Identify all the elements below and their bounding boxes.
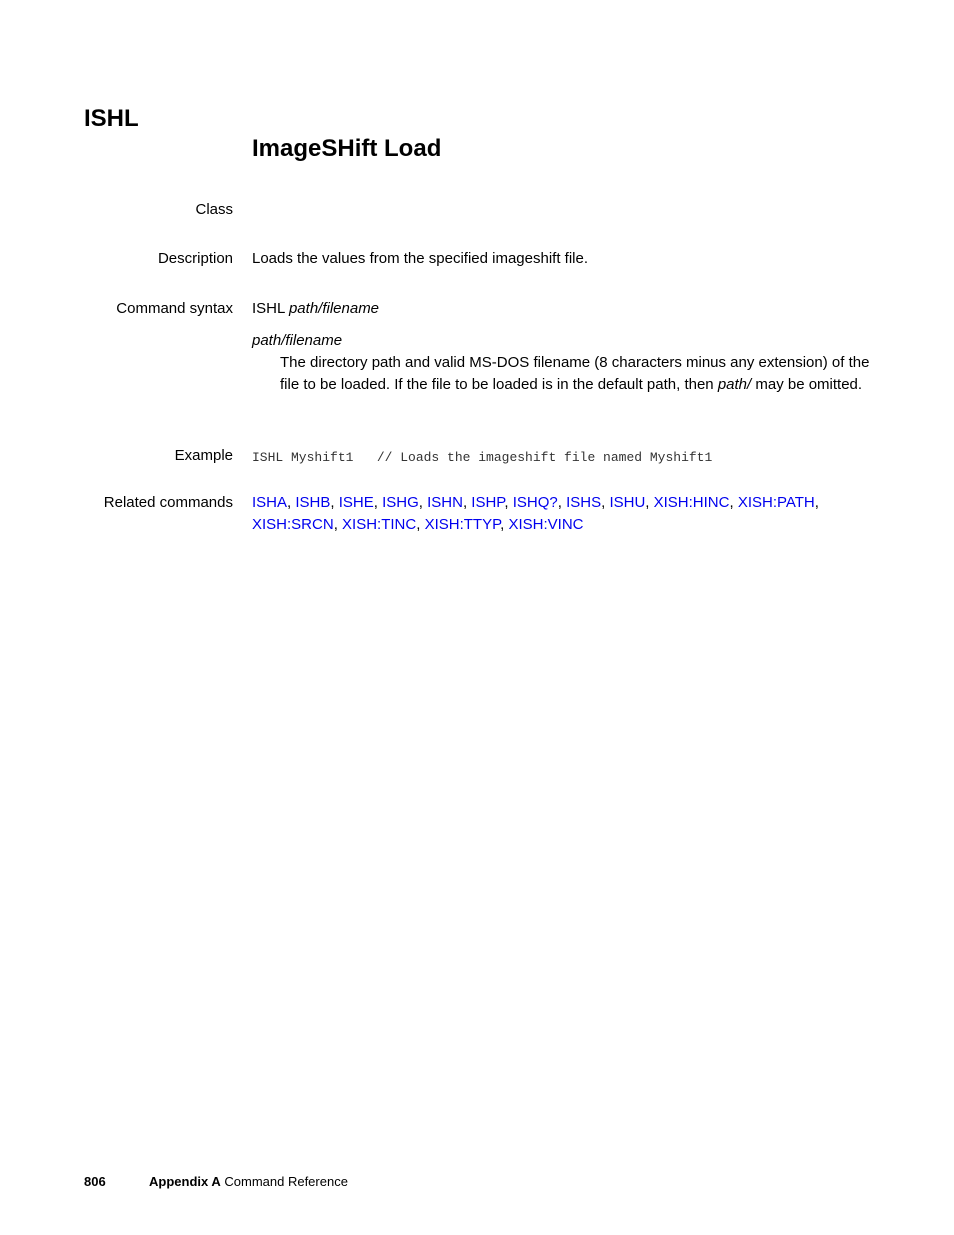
footer-section: Command Reference bbox=[224, 1174, 348, 1189]
example-code: ISHL Myshift1 // Loads the imageshift file named Myshift1 bbox=[252, 450, 713, 465]
related-link-ishq[interactable]: ISHQ? bbox=[512, 494, 558, 511]
param-name bbox=[252, 330, 342, 352]
related-link-xish-hinc[interactable]: XISH:HINC bbox=[653, 494, 730, 511]
related-link-xish-path[interactable]: XISH:PATH bbox=[737, 494, 815, 511]
link-separator: , bbox=[557, 494, 567, 511]
related-label: Related commands bbox=[103, 494, 233, 511]
command-title: ImageSHift Load bbox=[252, 135, 442, 162]
related-link-ishb[interactable]: ISHB bbox=[295, 494, 331, 511]
related-link-xish-tinc[interactable]: XISH:TINC bbox=[342, 516, 417, 533]
footer-text bbox=[149, 1172, 348, 1192]
syntax-line bbox=[252, 298, 379, 320]
link-separator: , bbox=[333, 516, 343, 533]
link-separator: , bbox=[729, 494, 738, 511]
class-label: Class bbox=[195, 201, 233, 218]
related-link-ishn[interactable]: ISHN bbox=[427, 494, 463, 511]
related-link-ishp[interactable]: ISHP bbox=[471, 494, 505, 511]
related-link-xish-vinc[interactable]: XISH:VINC bbox=[508, 516, 584, 533]
link-separator: , bbox=[601, 494, 610, 511]
link-separator: , bbox=[500, 516, 509, 533]
link-separator: , bbox=[504, 494, 513, 511]
link-separator: , bbox=[418, 494, 428, 511]
related-link-xish-srcn[interactable]: XISH:SRCN bbox=[252, 516, 334, 533]
related-links bbox=[252, 492, 872, 536]
related-link-ishs[interactable]: ISHS bbox=[566, 494, 602, 511]
description-label: Description bbox=[157, 250, 233, 267]
link-separator: , bbox=[287, 494, 296, 511]
syntax-label: Command syntax bbox=[116, 300, 233, 317]
param-desc-italic: path/ bbox=[717, 376, 752, 393]
link-separator: , bbox=[330, 494, 339, 511]
related-link-ishg[interactable]: ISHG bbox=[382, 494, 419, 511]
related-link-xish-ttyp[interactable]: XISH:TTYP bbox=[424, 516, 501, 533]
related-link-isha[interactable]: ISHA bbox=[252, 494, 288, 511]
syntax-command: ISHL bbox=[252, 300, 285, 317]
page-number: 806 bbox=[84, 1174, 106, 1189]
footer-appendix: Appendix A bbox=[149, 1174, 221, 1189]
link-separator: , bbox=[462, 494, 472, 511]
link-separator: , bbox=[416, 516, 425, 533]
param-desc-part-2: may be omitted. bbox=[751, 376, 863, 393]
example-label: Example bbox=[174, 447, 233, 464]
syntax-param: path/filename bbox=[288, 300, 380, 317]
link-separator: , bbox=[373, 494, 383, 511]
related-link-ishe[interactable]: ISHE bbox=[338, 494, 374, 511]
link-separator: , bbox=[645, 494, 654, 511]
param-name-text: path/filename bbox=[252, 332, 343, 349]
param-description bbox=[280, 352, 880, 396]
link-separator: , bbox=[814, 494, 819, 511]
description-text: Loads the values from the specified imageshift file. bbox=[252, 250, 589, 267]
param-desc-part-1: The directory path and valid MS-DOS filename (8 characters minus any extension) of the file to be loaded. If the file to be loaded is in the default path, then bbox=[280, 354, 870, 393]
command-name: ISHL bbox=[84, 105, 139, 132]
related-link-ishu[interactable]: ISHU bbox=[609, 494, 646, 511]
